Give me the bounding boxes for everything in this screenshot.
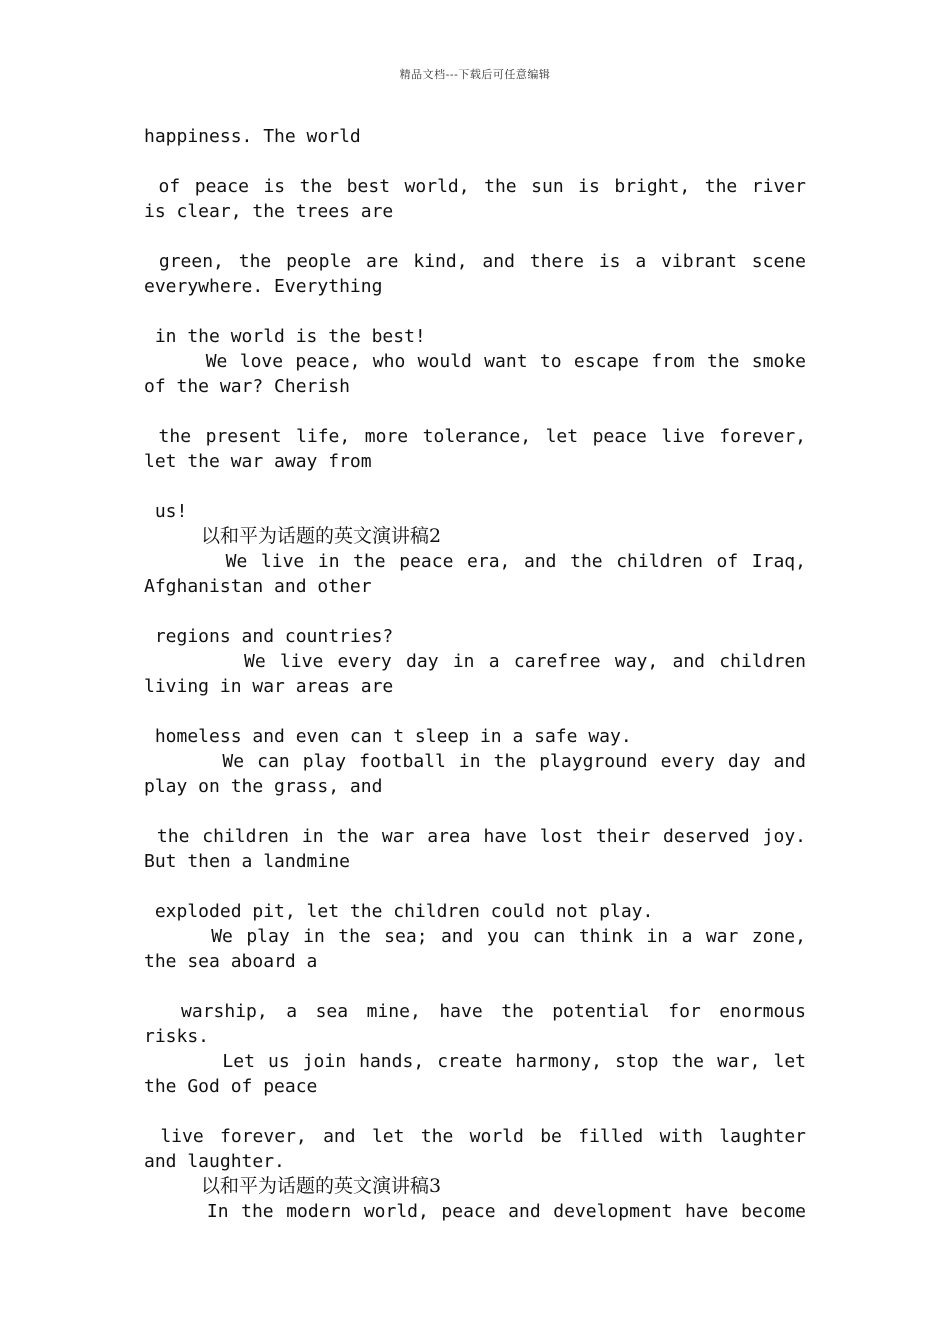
text-line: But then a landmine bbox=[144, 851, 350, 872]
text-line: risks. bbox=[144, 1026, 210, 1047]
line-gap bbox=[144, 974, 806, 999]
line-gap bbox=[144, 1099, 806, 1124]
line-gap bbox=[144, 699, 806, 724]
text-line: living in war areas are bbox=[144, 676, 394, 697]
text-line: happiness. The world bbox=[144, 126, 361, 147]
text-line: us! bbox=[144, 501, 188, 522]
text-line: the present life, more tolerance, let peace live forever, bbox=[144, 426, 806, 447]
line-gap bbox=[144, 874, 806, 899]
text-line: homeless and even can t sleep in a safe way. bbox=[144, 726, 632, 747]
text-line: Let us join hands, create harmony, stop the war, let bbox=[144, 1051, 806, 1072]
line-gap bbox=[144, 799, 806, 824]
text-line: We live in the peace era, and the children of Iraq, bbox=[144, 551, 806, 572]
text-line: We play in the sea; and you can think in a war zone, bbox=[144, 926, 806, 947]
text-line: the God of peace bbox=[144, 1076, 318, 1097]
text-line: the children in the war area have lost their deserved joy. bbox=[144, 826, 806, 847]
text-line: We live every day in a carefree way, and children bbox=[144, 651, 806, 672]
text-line: of peace is the best world, the sun is bright, the river bbox=[144, 176, 806, 197]
text-line: in the world is the best! bbox=[144, 326, 426, 347]
line-gap bbox=[144, 399, 806, 424]
text-line: everywhere. Everything bbox=[144, 276, 383, 297]
document-body bbox=[144, 124, 806, 1224]
text-line: In the modern world, peace and development have become bbox=[144, 1201, 806, 1222]
text-line: regions and countries? bbox=[144, 626, 394, 647]
section-heading-3: 以和平为话题的英文演讲稿3 bbox=[201, 1175, 442, 1197]
text-line: We love peace, who would want to escape from the smoke bbox=[144, 351, 806, 372]
text-line: let the war away from bbox=[144, 451, 372, 472]
line-gap bbox=[144, 599, 806, 624]
line-gap bbox=[144, 299, 806, 324]
text-line: play on the grass, and bbox=[144, 776, 383, 797]
line-gap bbox=[144, 474, 806, 499]
text-line: exploded pit, let the children could not play. bbox=[144, 901, 654, 922]
text-line: of the war? Cherish bbox=[144, 376, 350, 397]
text-line: Afghanistan and other bbox=[144, 576, 372, 597]
text-line: live forever, and let the world be filled with laughter bbox=[144, 1126, 806, 1147]
text-line: is clear, the trees are bbox=[144, 201, 394, 222]
text-line: warship, a sea mine, have the potential for enormous bbox=[144, 1001, 806, 1022]
line-gap bbox=[144, 224, 806, 249]
line-gap bbox=[144, 149, 806, 174]
text-line: and laughter. bbox=[144, 1151, 285, 1172]
text-line: We can play football in the playground every day and bbox=[144, 751, 806, 772]
section-heading-2: 以和平为话题的英文演讲稿2 bbox=[201, 525, 442, 547]
text-line: green, the people are kind, and there is a vibrant scene bbox=[144, 251, 806, 272]
text-line: the sea aboard a bbox=[144, 951, 318, 972]
page-header: 精品文档---下载后可任意编辑 bbox=[399, 68, 551, 81]
